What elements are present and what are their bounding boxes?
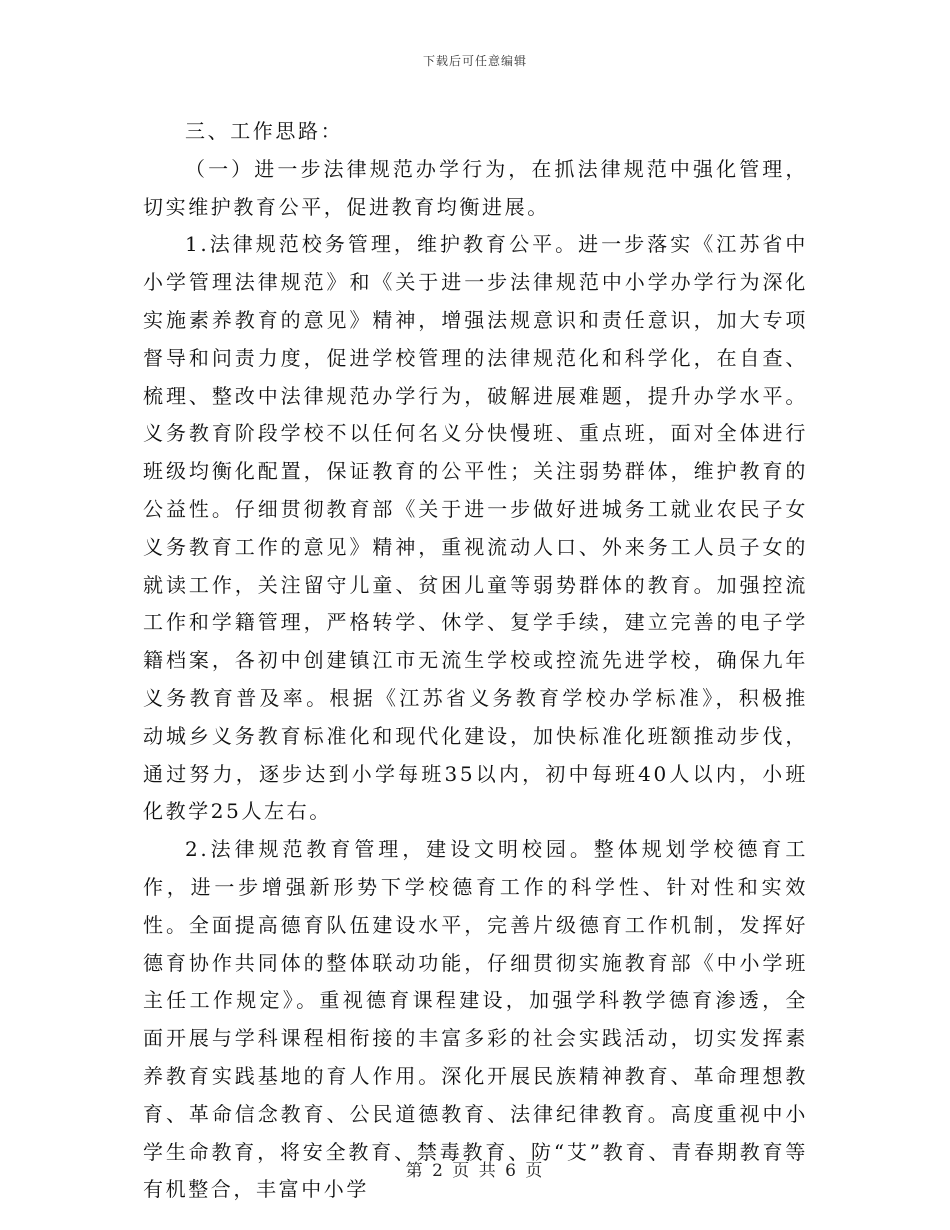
paragraph-1: 1.法律规范校务管理，维护教育公平。进一步落实《江苏省中小学管理法律规范》和《关于进一步法律规范中小学办学行为深化实施素养教育的意见》精神，增强法规意识和责任意识，加大专项督导和问责力度，促进学校管理的法律规范化和科学化，在自查、梳理、整改中法律规范办学行为，破解进展难题，提升办学水平。义务教育阶段学校不以任何名义分快慢班、重点班，面对全体进行班级均衡化配置，保证教育的公平性；关注弱势群体，维护教育的公益性。仔细贯彻教育部《关于进一步做好进城务工就业农民子女义务教育工作的意见》精神，重视流动人口、外来务工人员子女的就读工作，关注留守儿童、贫困儿童等弱势群体的教育。加强控流工作和学籍管理，严格转学、休学、复学手续，建立完善的电子学籍档案，各初中创建镇江市无流生学校或控流先进学校，确保九年义务教育普及率。根据《江苏省义务教育学校办学标准》，积极推动城乡义务教育标准化和现代化建设，加快标准化班额推动步伐，通过努力，逐步达到小学每班35以内，初中每班40人以内，小班化教学25人左右。 xyxy=(143,232,808,824)
section-heading: 三、工作思路： xyxy=(185,119,344,143)
subheading: （一）进一步法律规范办学行为，在抓法律规范中强化管理，切实维护教育公平，促进教育均衡进展。 xyxy=(143,156,808,219)
page-number: 第 2 页 共 6 页 xyxy=(405,1161,545,1181)
paragraph-2: 2.法律规范教育管理，建设文明校园。整体规划学校德育工作，进一步增强新形势下学校德育工作的科学性、针对性和实效性。全面提高德育队伍建设水平，完善片级德育工作机制，发挥好德育协作共同体的整体联动功能，仔细贯彻实施教育部《中小学班主任工作规定》。重视德育课程建设，加强学科教学德育渗透，全面开展与学科课程相衔接的丰富多彩的社会实践活动，切实发挥素养教育实践基地的育人作用。深化开展民族精神教育、革命理想教育、革命信念教育、公民道德教育、法律纪律教育。高度重视中小学生命教育，将安全教育、禁毒教育、防“艾”教育、青春期教育等有机整合，丰富中小学 xyxy=(143,837,808,1202)
page-header: 下载后可任意编辑 xyxy=(422,54,527,68)
document-body xyxy=(143,108,808,1209)
